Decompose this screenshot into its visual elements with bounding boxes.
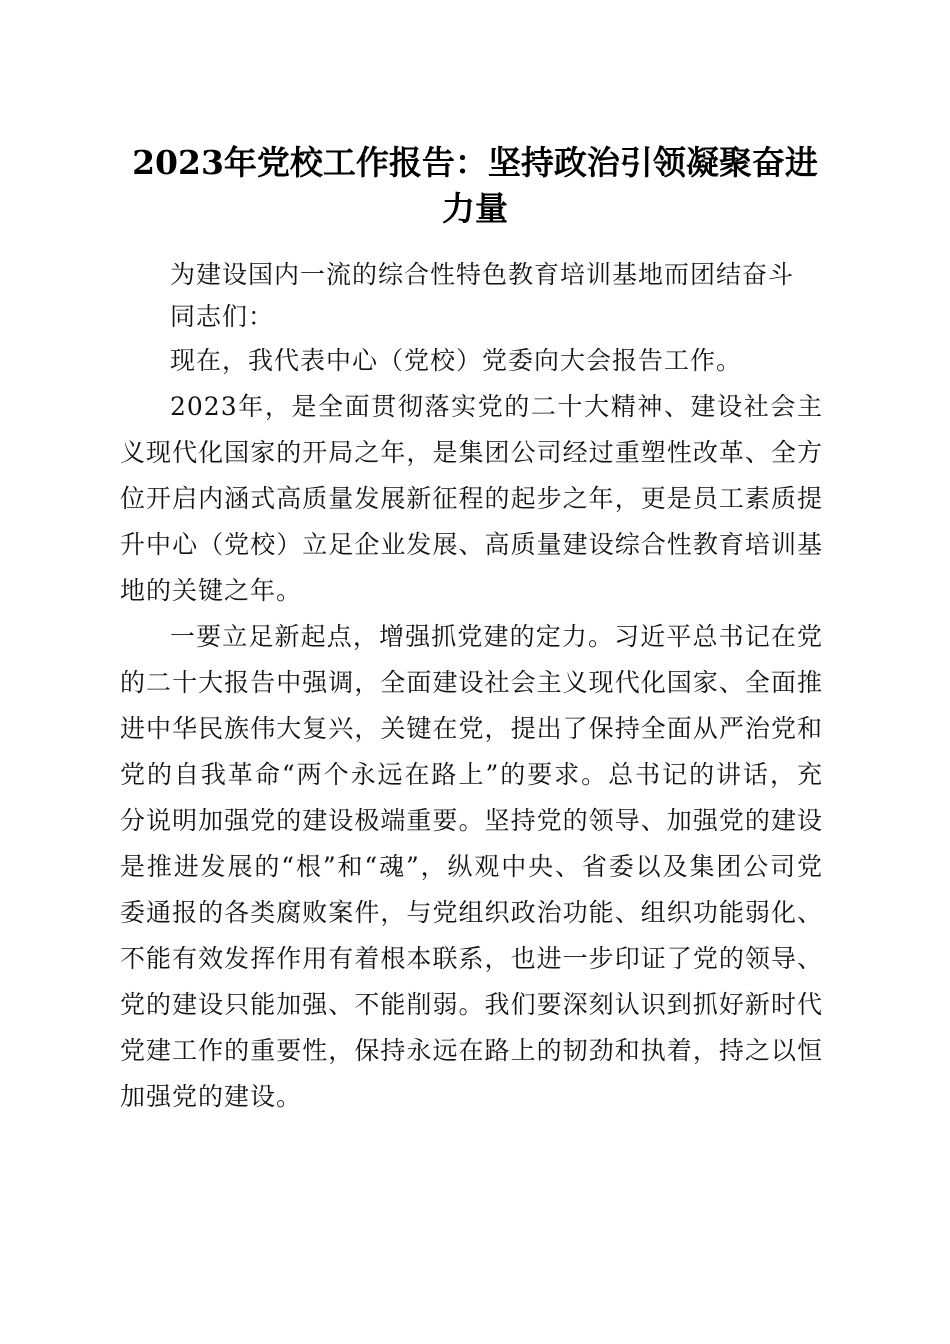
party-building-paragraph: 一要立足新起点，增强抓党建的定力。习近平总书记在党的二十大报告中强调，全面建设社会主义现代化国家、全面推进中华民族伟大复兴，关键在党，提出了保持全面从严治党和党的自我革命“两个永远在路上”的要求。总书记的讲话，充分说明加强党的建设极端重要。坚持党的领导、加强党的建设是推进发展的“根”和“魂”，纵观中央、省委以及集团公司党委通报的各类腐败案件，与党组织政治功能、组织功能弱化、不能有效发挥作用有着根本联系，也进一步印证了党的领导、党的建设只能加强、不能削弱。我们要深刻认识到抓好新时代党建工作的重要性，保持永远在路上的韧劲和执着，持之以恒加强党的建设。 — [120, 622, 823, 1111]
context-paragraph: 2023年，是全面贯彻落实党的二十大精神、建设社会主义现代化国家的开局之年，是集团公司经过重塑性改革、全方位开启内涵式高质量发展新征程的起步之年，更是员工素质提升中心（党校）立足企业发展、高质量建设综合性教育培训基地的关键之年。 — [120, 392, 823, 605]
salutation-paragraph: 同志们： — [170, 302, 275, 331]
document-title: 2023年党校工作报告：坚持政治引领凝聚奋进力量 — [132, 143, 818, 228]
intro-paragraph: 现在，我代表中心（党校）党委向大会报告工作。 — [170, 346, 743, 375]
subtitle-paragraph: 为建设国内一流的综合性特色教育培训基地而团结奋斗 — [170, 260, 795, 289]
document-body — [120, 254, 823, 1120]
